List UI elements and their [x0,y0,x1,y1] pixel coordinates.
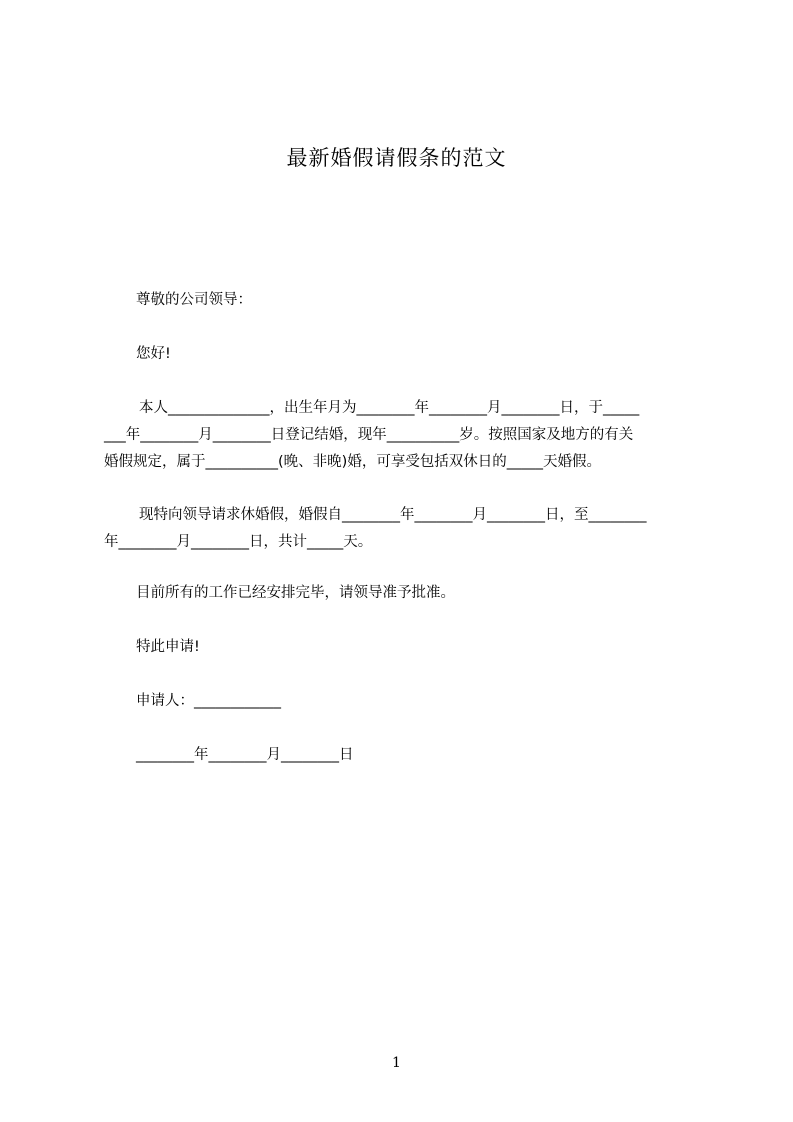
paragraph-1-line-2: ___年________月________日登记结婚，现年__________岁。按照国家及地方的有关 [104,427,634,443]
closing-line: 特此申请! [136,639,200,655]
paragraph-2-line-2: 年________月________日，共计_____天。 [104,534,373,550]
work-statement: 目前所有的工作已经安排完毕，请领导准予批准。 [136,585,455,601]
salutation: 尊敬的公司领导： [136,292,252,308]
applicant-line: 申请人：____________ [136,693,281,709]
paragraph-1-line-1: 本人______________，出生年月为________年________月________日，于_____ [139,400,640,416]
date-line: ________年________月________日 [136,747,354,763]
page-number: 1 [392,1055,401,1071]
paragraph-2-line-1: 现特向领导请求休婚假，婚假自________年________月________日，至________ [139,507,647,523]
greeting: 您好! [136,346,171,362]
document-title: 最新婚假请假条的范文 [286,146,507,170]
paragraph-1-line-3: 婚假规定，属于__________(晚、非晚)婚，可享受包括双休日的_____天婚假。 [104,454,602,470]
